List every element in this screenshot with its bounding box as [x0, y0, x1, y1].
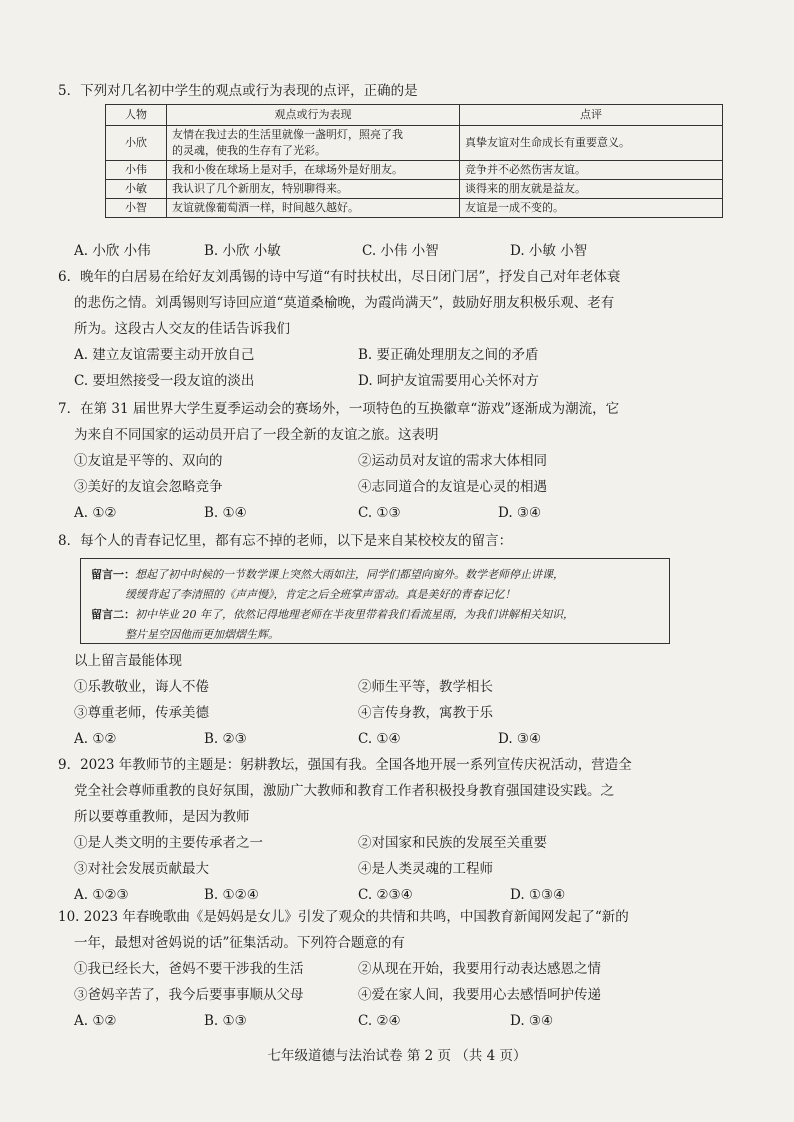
- table-cell-view: 我和小俊在球场上是对手，在球场外是好朋友。: [167, 161, 460, 180]
- statement-1: ①乐教敬业，诲人不倦: [74, 679, 209, 695]
- table-row: [106, 199, 723, 218]
- question-6-stem: 6．晚年的白居易在给好友刘禹锡的诗中写道“有时扶杖出，尽日闭门居”，抒发自己对年老体衰: [58, 269, 621, 285]
- statement-3: ③对社会发展贡献最大: [74, 861, 209, 877]
- option-a[interactable]: A. ①②: [74, 505, 117, 521]
- question-8-body: [58, 648, 738, 752]
- statement-1: ①是人类文明的主要传承者之一: [74, 835, 263, 851]
- message-1-cont: 缓缓背起了李清照的《声声慢》，肯定之后全班掌声雷动。真是美好的青春记忆！: [125, 588, 516, 601]
- option-c[interactable]: C. ②③④: [358, 887, 413, 903]
- question-6-stem-cont: 所为。这段古人交友的佳话告诉我们: [74, 321, 290, 337]
- question-9-stem-cont: 党全社会尊师重教的良好氛围，激励广大教师和教育工作者积极投身教育强国建设实践。之: [74, 783, 614, 799]
- question-8-stem: 8．每个人的青春记忆里，都有忘不掉的老师，以下是来自某校校友的留言：: [58, 533, 513, 549]
- option-d[interactable]: D. ①③④: [510, 887, 566, 903]
- option-b[interactable]: B. ①④: [204, 505, 247, 521]
- statement-4: ④言传身教，寓教于乐: [358, 705, 493, 721]
- table-header-comment: 点评: [460, 105, 723, 126]
- statement-4: ④志同道合的友谊是心灵的相遇: [358, 479, 547, 495]
- question-6-stem-cont: 的悲伤之情。刘禹锡则写诗回应道“莫道桑榆晚，为霞尚满天”，鼓励好朋友积极乐观、老有: [74, 295, 615, 311]
- question-5-table: [105, 104, 723, 218]
- page-footer: 七年级道德与法治试卷 第 2 页 （共 4 页）: [267, 1048, 527, 1064]
- option-a[interactable]: A. ①②: [74, 1013, 117, 1029]
- message-2-cont: 整片星空因他而更加熠熠生辉。: [125, 628, 279, 641]
- table-header-person: 人物: [106, 105, 167, 126]
- table-cell-view: 我认识了几个新朋友，特别聊得来。: [167, 180, 460, 199]
- option-a[interactable]: A. 小欣 小伟: [74, 243, 151, 259]
- table-cell-view: [167, 126, 460, 161]
- option-a[interactable]: A. ①②: [74, 731, 117, 747]
- option-b[interactable]: B. ②③: [204, 731, 247, 747]
- question-8: [58, 528, 512, 554]
- statement-2: ②师生平等，教学相长: [358, 679, 493, 695]
- option-d[interactable]: D. ③④: [510, 1013, 554, 1029]
- statement-3: ③美好的友谊会忽略竞争: [74, 479, 223, 495]
- statement-3: ③尊重老师，传承美德: [74, 705, 209, 721]
- message-2: [91, 605, 659, 625]
- option-c[interactable]: C. ②④: [358, 1013, 401, 1029]
- question-8-ask: 以上留言最能体现: [74, 653, 182, 669]
- statement-2: ②对国家和民族的发展至关重要: [358, 835, 547, 851]
- message-2-text: 初中毕业 20 年了，依然记得地理老师在半夜里带着我们看流星雨，为我们讲解相关知识，: [135, 608, 574, 621]
- option-a[interactable]: A. ①②③: [74, 887, 129, 903]
- table-cell-view: 友谊就像葡萄酒一样，时间越久越好。: [167, 199, 460, 218]
- option-d[interactable]: D. ③④: [498, 731, 542, 747]
- statement-1: ①友谊是平等的、双向的: [74, 453, 223, 469]
- message-1: [91, 565, 659, 585]
- table-cell-comment: 谈得来的朋友就是益友。: [460, 180, 723, 199]
- question-9-stem: 9．2023 年教师节的主题是：躬耕教坛，强国有我。全国各地开展一系列宣传庆祝活动，营造全: [58, 757, 632, 773]
- option-c[interactable]: C. 要坦然接受一段友谊的淡出: [74, 373, 255, 389]
- table-header-view: 观点或行为表现: [167, 105, 460, 126]
- message-2-label: 留言二：: [91, 608, 135, 621]
- table-row: [106, 161, 723, 180]
- option-b[interactable]: B. ①③: [204, 1013, 247, 1029]
- question-5: [58, 78, 418, 104]
- message-1-label: 留言一：: [91, 568, 135, 581]
- statement-4: ④是人类灵魂的工程师: [358, 861, 493, 877]
- question-6: [58, 264, 738, 394]
- question-10-stem-cont: 一年，最想对爸妈说的话”征集活动。下列符合题意的有: [74, 935, 405, 951]
- view-line: 友情在我过去的生活里就像一盏明灯，照亮了我: [172, 128, 403, 141]
- message-1-text: 想起了初中时候的一节数学课上突然大雨如注，同学们都望向窗外。数学老师停止讲课，: [135, 568, 564, 581]
- question-10-stem: 10. 2023 年春晚歌曲《是妈妈是女儿》引发了观众的共情和共鸣，中国教育新闻网发起了“新的: [58, 909, 629, 925]
- question-9-stem-cont: 所以要尊重教师，是因为教师: [74, 809, 250, 825]
- table-cell-name: 小欣: [106, 126, 167, 161]
- statement-2: ②从现在开始，我要用行动表达感恩之情: [358, 961, 601, 977]
- option-c[interactable]: C. ①③: [358, 505, 401, 521]
- view-line: 的灵魂，使我的生存有了光彩。: [172, 144, 326, 157]
- option-c[interactable]: C. ①④: [358, 731, 401, 747]
- option-a[interactable]: A. 建立友谊需要主动开放自己: [74, 347, 255, 363]
- option-b[interactable]: B. 要正确处理朋友之间的矛盾: [358, 347, 539, 363]
- table-cell-comment: 友谊是一成不变的。: [460, 199, 723, 218]
- table-cell-comment: 真挚友谊对生命成长有重要意义。: [460, 126, 723, 161]
- statement-4: ④爱在家人间，我要用心去感悟呵护传递: [358, 987, 601, 1003]
- table-row: [106, 126, 723, 161]
- question-10: [58, 904, 738, 1034]
- table-cell-comment: 竞争并不必然伤害友谊。: [460, 161, 723, 180]
- option-d[interactable]: D. ③④: [498, 505, 542, 521]
- option-d[interactable]: D. 小敏 小智: [510, 243, 588, 259]
- table-row: [106, 180, 723, 199]
- question-5-stem: 5．下列对几名初中学生的观点或行为表现的点评，正确的是: [58, 83, 418, 99]
- question-5-options: [58, 238, 738, 264]
- option-c[interactable]: C. 小伟 小智: [362, 243, 439, 259]
- table-cell-name: 小敏: [106, 180, 167, 199]
- table-cell-name: 小伟: [106, 161, 167, 180]
- question-7-stem-cont: 为来自不同国家的运动员开启了一段全新的友谊之旅。这表明: [74, 427, 439, 443]
- message-box: [80, 558, 670, 644]
- question-7: [58, 396, 738, 526]
- table-cell-name: 小智: [106, 199, 167, 218]
- statement-3: ③爸妈辛苦了，我今后要事事顺从父母: [74, 987, 304, 1003]
- question-7-stem: 7．在第 31 届世界大学生夏季运动会的赛场外，一项特色的互换徽章“游戏”逐渐成为潮流，它: [58, 401, 620, 417]
- option-d[interactable]: D. 呵护友谊需要用心关怀对方: [358, 373, 539, 389]
- statement-1: ①我已经长大，爸妈不要干涉我的生活: [74, 961, 304, 977]
- statement-2: ②运动员对友谊的需求大体相同: [358, 453, 547, 469]
- question-9: [58, 752, 738, 908]
- option-b[interactable]: B. ①②④: [204, 887, 259, 903]
- option-b[interactable]: B. 小欣 小敏: [204, 243, 281, 259]
